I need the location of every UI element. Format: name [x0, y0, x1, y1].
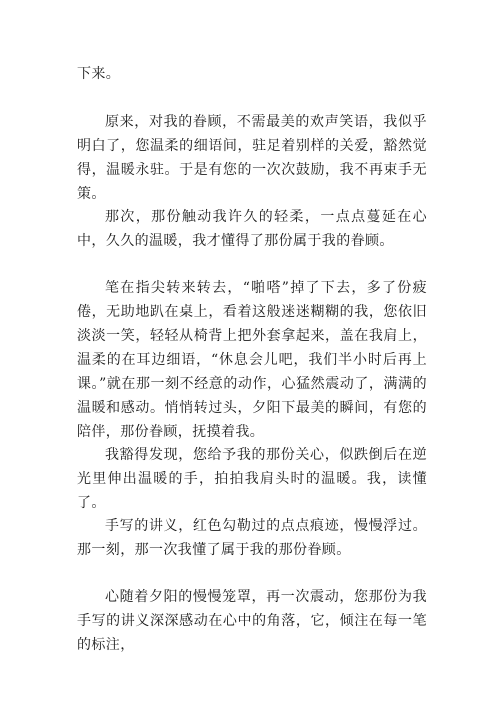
paragraph-3: 那次，那份触动我许久的轻柔，一点点蔓延在心中，久久的温暖，我才懂得了那份属于我的眷顾。 — [77, 209, 427, 249]
paragraph-2: 原来，对我的眷顾，不需最美的欢声笑语，我似乎明白了，您温柔的细语间，驻足着别样的关爱，豁然觉得，温暖永驻。于是有您的一次次鼓励，我不再束手无策。 — [77, 114, 427, 202]
paragraph-6: 手写的讲义，红色勾勒过的点点痕迹，慢慢浮过。那一刻，那一次我懂了属于我的那份眷顾。 — [77, 518, 427, 558]
paragraph-1: 下来。 — [77, 66, 121, 82]
paragraph-5: 我豁得发现，您给予我的那份关心，似跌倒后在逆光里伸出温暖的手，拍拍我肩头时的温暖。我，读懂了。 — [77, 447, 427, 511]
paragraph-4: 笔在指尖转来转去，“啪嗒”掉了下去，多了份疲倦，无助地趴在桌上，看着这般迷迷糊糊的我，您依旧淡淡一笑，轻轻从椅背上把外套拿起来，盖在我肩上，温柔的在耳边细语，“休息会儿吧，我们半小时后再上课。”就在那一刻不经意的动作，心猛然震动了，满满的温暖和感动。悄悄转过头，夕阳下最美的瞬间，有您的陪伴，那份眷顾，抚摸着我。 — [77, 280, 427, 440]
paragraph-7: 心随着夕阳的慢慢笼罩，再一次震动，您那份为我手写的讲义深深感动在心中的角落，它，倾注在每一笔的标注， — [77, 589, 427, 653]
